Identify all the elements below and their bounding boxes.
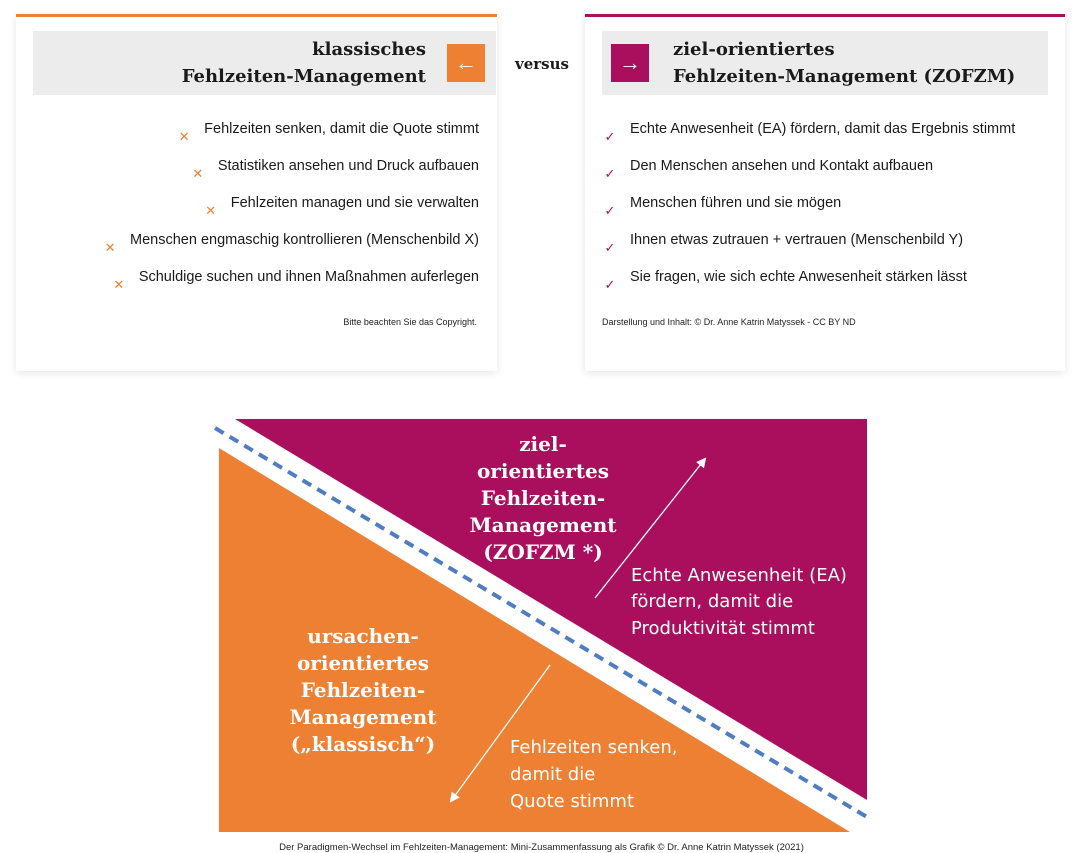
goal-title-line-1: ziel-orientiertes (673, 39, 835, 60)
classic-title-line-2: Fehlzeiten-Management (181, 66, 426, 87)
arrow-left-icon: ← (447, 44, 485, 82)
diagram-title-line: Fehlzeiten- (480, 486, 606, 510)
diagram-text-line: Produktivität stimmt (631, 618, 815, 639)
copyright-note: Bitte beachten Sie das Copyright. (343, 317, 477, 327)
diagram-text-line: Echte Anwesenheit (EA) (631, 565, 847, 586)
checkmark-icon: ✓ (604, 240, 616, 255)
diagram-text-line: Quote stimmt (510, 791, 635, 812)
cross-icon: ✕ (205, 203, 217, 218)
diagram-title-line: („klassisch“) (290, 732, 436, 756)
item-text: Fehlzeiten senken, damit die Quote stimmt (204, 121, 479, 137)
arrow-right-icon: → (611, 44, 649, 82)
checkmark-icon: ✓ (604, 166, 616, 181)
diagram-title-line: ursachen- (307, 624, 419, 648)
item-text: Echte Anwesenheit (EA) fördern, damit das Ergebnis stimmt (630, 121, 1016, 137)
item-text: Sie fragen, wie sich echte Anwesenheit stärken lässt (630, 269, 967, 285)
diagram-text-line: fördern, damit die (631, 591, 794, 612)
diagram-text-line: Fehlzeiten senken, (510, 737, 678, 758)
diagram-text-line: damit die (510, 764, 596, 785)
goal-title-line-2: Fehlzeiten-Management (ZOFZM) (673, 66, 1016, 87)
item-text: Statistiken ansehen und Druck aufbauen (217, 158, 479, 174)
diagram-title-line: ziel- (519, 432, 567, 456)
diagram-title-line: Fehlzeiten- (300, 678, 426, 702)
attribution-note: Darstellung und Inhalt: © Dr. Anne Katrin Matyssek - CC BY ND (602, 317, 856, 327)
cross-icon: ✕ (178, 129, 190, 144)
diagram-title-line: Management (469, 513, 617, 537)
diagram-title-line: Management (289, 705, 437, 729)
checkmark-icon: ✓ (604, 277, 616, 292)
diagram-title-line: orientiertes (476, 459, 610, 483)
item-text: Menschen führen und sie mögen (630, 195, 842, 211)
classic-title (290, 624, 438, 756)
diagram-title-line: (ZOFZM *) (483, 540, 603, 564)
classic-title-line-1: klassisches (312, 39, 426, 60)
cross-icon: ✕ (113, 277, 125, 292)
item-text: Ihnen etwas zutrauen + vertrauen (Menschenbild Y) (630, 232, 964, 248)
item-text: Fehlzeiten managen und sie verwalten (230, 195, 479, 211)
versus-label: versus (515, 55, 569, 73)
figure-caption: Der Paradigmen-Wechsel im Fehlzeiten-Management: Mini-Zusammenfassung als Grafik © Dr. Anne Katrin Matyssek (2021) (279, 842, 804, 853)
item-text: Menschen engmaschig kontrollieren (Menschenbild X) (130, 232, 479, 248)
item-text: Den Menschen ansehen und Kontakt aufbauen (630, 158, 934, 174)
cross-icon: ✕ (192, 166, 204, 181)
item-text: Schuldige suchen und ihnen Maßnahmen auferlegen (138, 269, 479, 285)
diagram-title-line: orientiertes (296, 651, 430, 675)
checkmark-icon: ✓ (604, 129, 616, 144)
cross-icon: ✕ (104, 240, 116, 255)
checkmark-icon: ✓ (604, 203, 616, 218)
